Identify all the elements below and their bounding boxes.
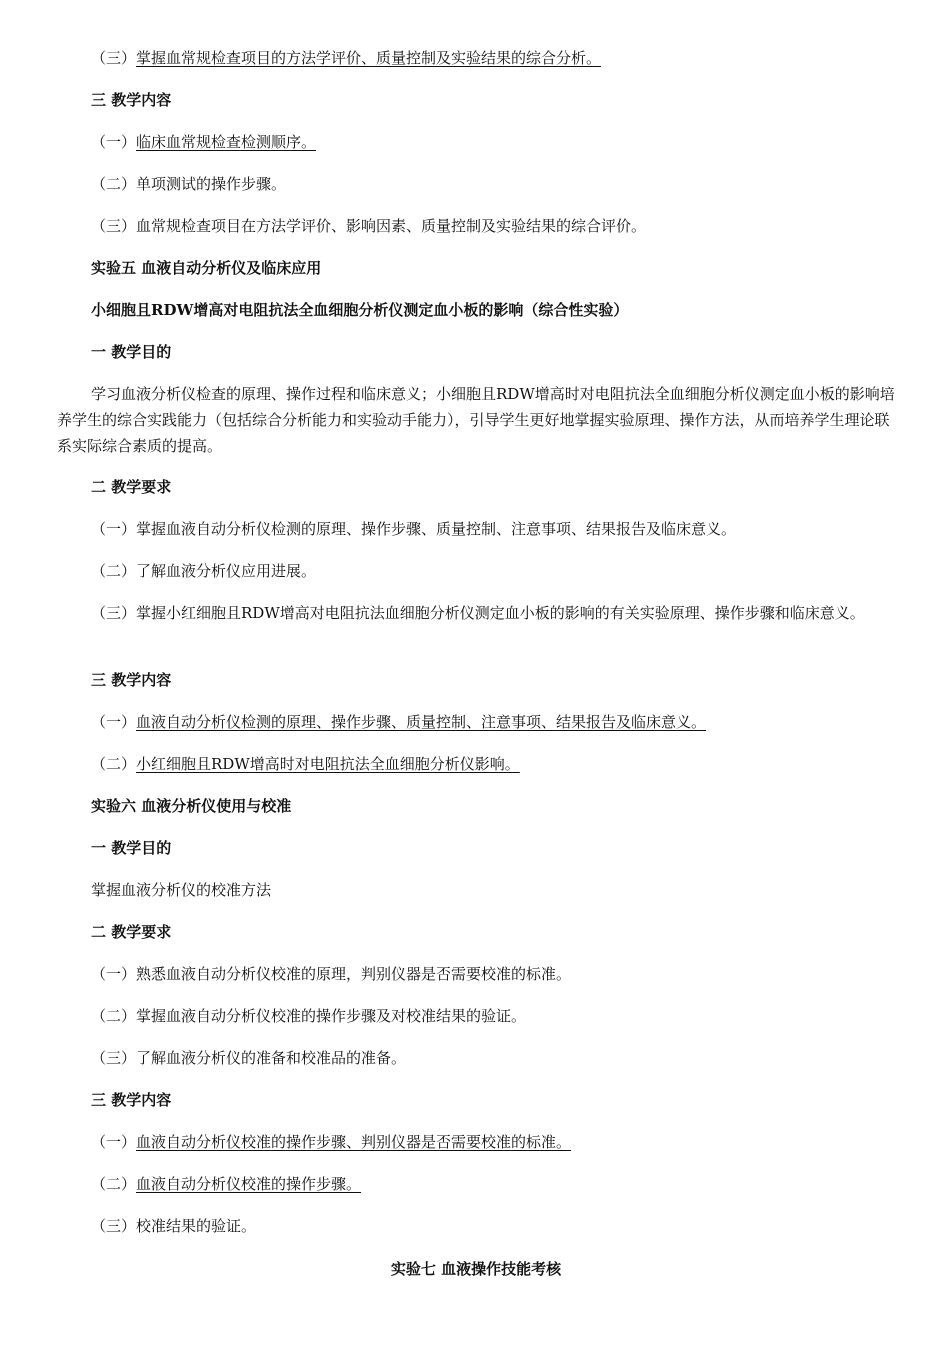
experiment-5-title: 实验五 血液自动分析仪及临床应用 <box>91 259 322 277</box>
item-text: 掌握血液自动分析仪检测的原理、操作步骤、质量控制、注意事项、结果报告及临床意义。 <box>136 520 737 538</box>
content-item-3 <box>91 216 646 236</box>
experiment-5-subtitle: 小细胞且RDW增高对电阻抗法全血细胞分析仪测定血小板的影响（综合性实验） <box>91 301 629 319</box>
item-text: 单项测试的操作步骤。 <box>136 175 287 193</box>
purpose-paragraph: 学习血液分析仪检查的原理、操作过程和临床意义；小细胞且RDW增高时对电阻抗法全血细胞分析仪测定血小板的影响培养学生的综合实践能力（包括综合分析能力和实验动手能力），引导学生更好地掌握实验原理、操作方法，从而培养学生理论联系实际综合素质的提高。 <box>57 385 895 455</box>
item-text: 血液自动分析仪校准的操作步骤、判别仪器是否需要校准的标准。 <box>136 1133 572 1151</box>
item-text: 血液自动分析仪校准的操作步骤。 <box>136 1175 362 1193</box>
requirement-item-3: （三）掌握小红细胞且RDW增高对电阻抗法血细胞分析仪测定血小板的影响的有关实验原理、操作步骤和临床意义。 <box>91 604 865 622</box>
item-prefix: （一） <box>91 520 137 538</box>
section-heading-purpose: 一 教学目的 <box>91 343 172 361</box>
item-prefix: （二） <box>91 175 137 193</box>
item-prefix: （三） <box>91 49 137 67</box>
requirement-item-3 <box>91 1048 406 1068</box>
objective-item-3 <box>91 48 601 68</box>
experiment-6-title: 实验六 血液分析仪使用与校准 <box>91 797 292 815</box>
requirement-item-2 <box>91 561 316 581</box>
requirement-item-1 <box>91 964 571 984</box>
section-heading-requirements: 二 教学要求 <box>91 478 172 496</box>
content-item-3 <box>91 1216 256 1236</box>
content-item-2 <box>91 754 520 774</box>
item-prefix: （二） <box>91 1175 137 1193</box>
item-prefix: （二） <box>91 755 137 773</box>
item-text: 临床血常规检查检测顺序。 <box>136 133 317 151</box>
item-prefix: （一） <box>91 713 137 731</box>
item-prefix: （一） <box>91 965 137 983</box>
content-item-1 <box>91 132 316 152</box>
section-heading-content: 三 教学内容 <box>91 1091 172 1109</box>
item-text: 校准结果的验证。 <box>136 1217 257 1235</box>
item-prefix: （一） <box>91 1133 137 1151</box>
item-prefix: （三） <box>91 1049 137 1067</box>
item-text: 血常规检查项目在方法学评价、影响因素、质量控制及实验结果的综合评价。 <box>136 217 647 235</box>
experiment-7-title: 实验七 血液操作技能考核 <box>390 1260 562 1278</box>
section-heading-purpose: 一 教学目的 <box>91 839 172 857</box>
item-text: 掌握血常规检查项目的方法学评价、质量控制及实验结果的综合分析。 <box>136 49 602 67</box>
item-prefix: （二） <box>91 1007 137 1025</box>
item-prefix: （一） <box>91 133 137 151</box>
content-item-2 <box>91 174 286 194</box>
item-text: 了解血液分析仪的准备和校准品的准备。 <box>136 1049 407 1067</box>
content-item-2 <box>91 1174 361 1194</box>
section-heading-requirements: 二 教学要求 <box>91 923 172 941</box>
item-text: 熟悉血液自动分析仪校准的原理，判别仪器是否需要校准的标准。 <box>136 965 572 983</box>
item-text: 血液自动分析仪检测的原理、操作步骤、质量控制、注意事项、结果报告及临床意义。 <box>136 713 707 731</box>
item-text: 掌握血液自动分析仪校准的操作步骤及对校准结果的验证。 <box>136 1007 527 1025</box>
content-item-1 <box>91 712 706 732</box>
purpose-text: 掌握血液分析仪的校准方法 <box>91 881 272 899</box>
item-text: 了解血液分析仪应用进展。 <box>136 562 317 580</box>
requirement-item-2 <box>91 1006 526 1026</box>
item-text: 小红细胞且RDW增高时对电阻抗法全血细胞分析仪影响。 <box>136 755 520 773</box>
content-item-1 <box>91 1132 571 1152</box>
item-prefix: （二） <box>91 562 137 580</box>
requirement-item-1 <box>91 519 736 539</box>
item-prefix: （三） <box>91 1217 137 1235</box>
item-prefix: （三） <box>91 217 137 235</box>
section-heading-content: 三 教学内容 <box>91 671 172 689</box>
section-heading-content: 三 教学内容 <box>91 91 172 109</box>
